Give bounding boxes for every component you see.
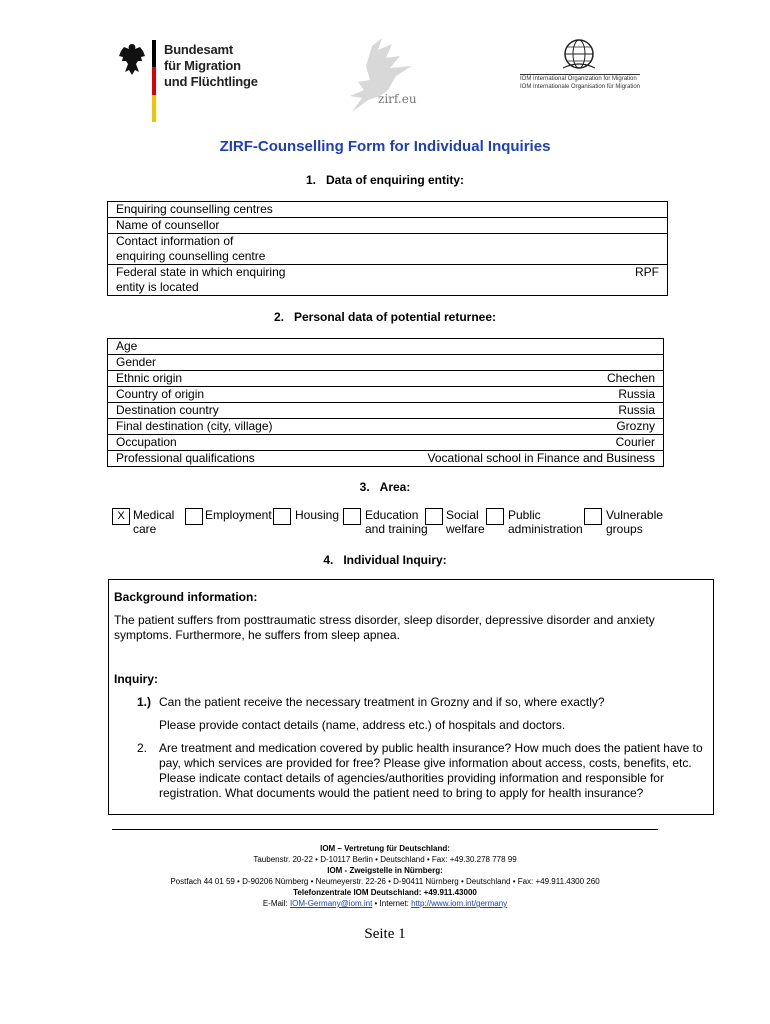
- table-row: [108, 265, 668, 296]
- area-label-line: Employment: [205, 508, 272, 522]
- area-checkbox-social[interactable]: [425, 508, 443, 525]
- row-label: Destination country: [108, 403, 339, 419]
- area-label-line: Public: [508, 508, 541, 522]
- area-label-line: groups: [606, 522, 643, 536]
- row-value: Russia: [338, 387, 663, 403]
- email-link[interactable]: IOM-Germany@iom.int: [289, 899, 373, 908]
- table-row: [108, 218, 668, 234]
- footer-contact: [0, 898, 770, 909]
- table-row: [108, 355, 664, 371]
- internet-prefix: • Internet:: [372, 899, 412, 908]
- question-2-number: 2.: [137, 741, 148, 755]
- area-label-education: [365, 508, 428, 536]
- table-row: [108, 234, 668, 265]
- row-label: Contact information of enquiring counselling centre: [108, 234, 668, 265]
- row-label: Occupation: [108, 435, 339, 451]
- row-label: Gender: [108, 355, 664, 371]
- area-checkbox-public[interactable]: [486, 508, 504, 525]
- email-prefix: E-Mail:: [262, 899, 290, 908]
- background-label: Background information:: [114, 590, 258, 604]
- bamf-line: Bundesamt: [164, 42, 233, 57]
- row-label: Age: [108, 339, 664, 355]
- table-row: [108, 435, 664, 451]
- table-row: [108, 339, 664, 355]
- footer-phone: Telefonzentrale IOM Deutschland: +49.911.43000: [293, 888, 477, 897]
- section-title: Area:: [379, 480, 411, 494]
- area-label-line: Vulnerable: [606, 508, 663, 522]
- question-2-text: Are treatment and medication covered by public health insurance? How much does the patient have to pay, which services are provided for free? Please give information about access, costs, benefits, etc. Please indicate contact details of agencies/authorities providing information and responsible for registration. What documents would the patient need to bring to apply for health insurance?: [159, 741, 703, 800]
- footer-berlin-heading: IOM – Vertretung für Deutschland:: [320, 844, 450, 853]
- iom-name-de: IOM Internationale Organisation für Migration: [520, 84, 641, 90]
- table-row: [108, 202, 668, 218]
- question-1-text: Can the patient receive the necessary treatment in Grozny and if so, where exactly?: [159, 695, 605, 709]
- footer-nuernberg-heading: IOM - Zweigstelle in Nürnberg:: [327, 866, 443, 875]
- area-label-employment: [205, 508, 272, 522]
- area-label-housing: [295, 508, 339, 522]
- question-1-number: 1.): [137, 695, 152, 709]
- area-label-line: Housing: [295, 508, 340, 522]
- returnee-data-table: [107, 338, 664, 467]
- area-label-line: Medical: [133, 508, 175, 522]
- area-label-line: care: [133, 522, 157, 536]
- area-label-line: Social: [446, 508, 479, 522]
- footer-divider: [112, 829, 658, 830]
- table-row: [108, 403, 664, 419]
- section-title: Individual Inquiry:: [343, 553, 447, 567]
- area-label-vulnerable: [606, 508, 663, 536]
- section-1-heading: [0, 173, 770, 187]
- area-label-social: [446, 508, 485, 536]
- iom-globe-icon: [560, 38, 598, 72]
- row-label: Ethnic origin: [108, 371, 339, 387]
- bamf-wordmark: [164, 42, 258, 90]
- area-label-line: administration: [508, 522, 583, 536]
- area-label-line: and training: [365, 522, 428, 536]
- german-flag-stripe: [152, 40, 156, 122]
- section-title: Data of enquiring entity:: [326, 173, 464, 187]
- area-label-public: [508, 508, 583, 536]
- form-title: ZIRF-Counselling Form for Individual Inquiries: [219, 138, 551, 155]
- area-checkbox-housing[interactable]: [273, 508, 291, 525]
- footer-nuernberg-address: Postfach 44 01 59 • D-90206 Nürnberg • Neumeyerstr. 22-26 • D-90411 Nürnberg • Deutschland • Fax: +49.911.4300 260: [170, 877, 600, 886]
- section-2-heading: [0, 310, 770, 324]
- row-label: Enquiring counselling centres: [108, 202, 668, 218]
- table-row: [108, 371, 664, 387]
- section-title: Personal data of potential returnee:: [293, 310, 497, 324]
- iom-name-en: IOM International Organization for Migration: [520, 74, 640, 83]
- row-label: Professional qualifications: [108, 451, 339, 467]
- individual-inquiry-box: [108, 579, 714, 815]
- area-checkbox-employment[interactable]: [185, 508, 203, 525]
- footer-berlin-address: Taubenstr. 20-22 • D-10117 Berlin • Deutschland • Fax: +49.30.278 778 99: [253, 855, 517, 864]
- question-1-subtext: Please provide contact details (name, address etc.) of hospitals and doctors.: [159, 718, 566, 732]
- row-value: Courier: [338, 435, 663, 451]
- row-value: Russia: [338, 403, 663, 419]
- section-number: 1.: [305, 173, 316, 187]
- zirf-label: zirf.eu: [378, 92, 417, 106]
- row-label: Country of origin: [108, 387, 339, 403]
- row-value: RPF: [567, 265, 667, 296]
- area-checkbox-medical[interactable]: X: [112, 508, 130, 525]
- bamf-logo: [108, 36, 258, 96]
- section-3-heading: [0, 480, 770, 494]
- table-row: [108, 419, 664, 435]
- background-text: The patient suffers from posttraumatic stress disorder, sleep disorder, depressive disorder and anxiety symptoms. Furthermore, he suffers from sleep apnea.: [114, 613, 655, 642]
- area-label-line: Education: [365, 508, 419, 522]
- section-number: 2.: [273, 310, 284, 324]
- section-number: 4.: [323, 553, 334, 567]
- row-label: Name of counsellor: [108, 218, 668, 234]
- iom-name-block: [520, 74, 640, 91]
- area-checkbox-vulnerable[interactable]: [584, 508, 602, 525]
- table-row: [108, 387, 664, 403]
- area-checkbox-row: [112, 508, 672, 544]
- row-value: Vocational school in Finance and Business: [338, 451, 663, 467]
- area-label-medical: [133, 508, 174, 536]
- section-number: 3.: [359, 480, 370, 494]
- section-4-heading: [0, 553, 770, 567]
- bamf-line: für Migration: [164, 58, 241, 73]
- page-number: Seite 1: [364, 926, 406, 942]
- bamf-line: und Flüchtlinge: [164, 74, 258, 89]
- row-label: Final destination (city, village): [108, 419, 339, 435]
- row-label: Federal state in which enquiring entity is located: [108, 265, 568, 296]
- row-value: Grozny: [338, 419, 663, 435]
- table-row: [108, 451, 664, 467]
- federal-eagle-icon: [118, 42, 146, 76]
- area-checkbox-education[interactable]: [343, 508, 361, 525]
- row-value: Chechen: [338, 371, 663, 387]
- inquiry-label: Inquiry:: [114, 672, 158, 686]
- internet-link[interactable]: http://www.iom.int/germany: [411, 899, 508, 908]
- enquiring-entity-table: [107, 201, 668, 296]
- area-label-line: welfare: [446, 522, 485, 536]
